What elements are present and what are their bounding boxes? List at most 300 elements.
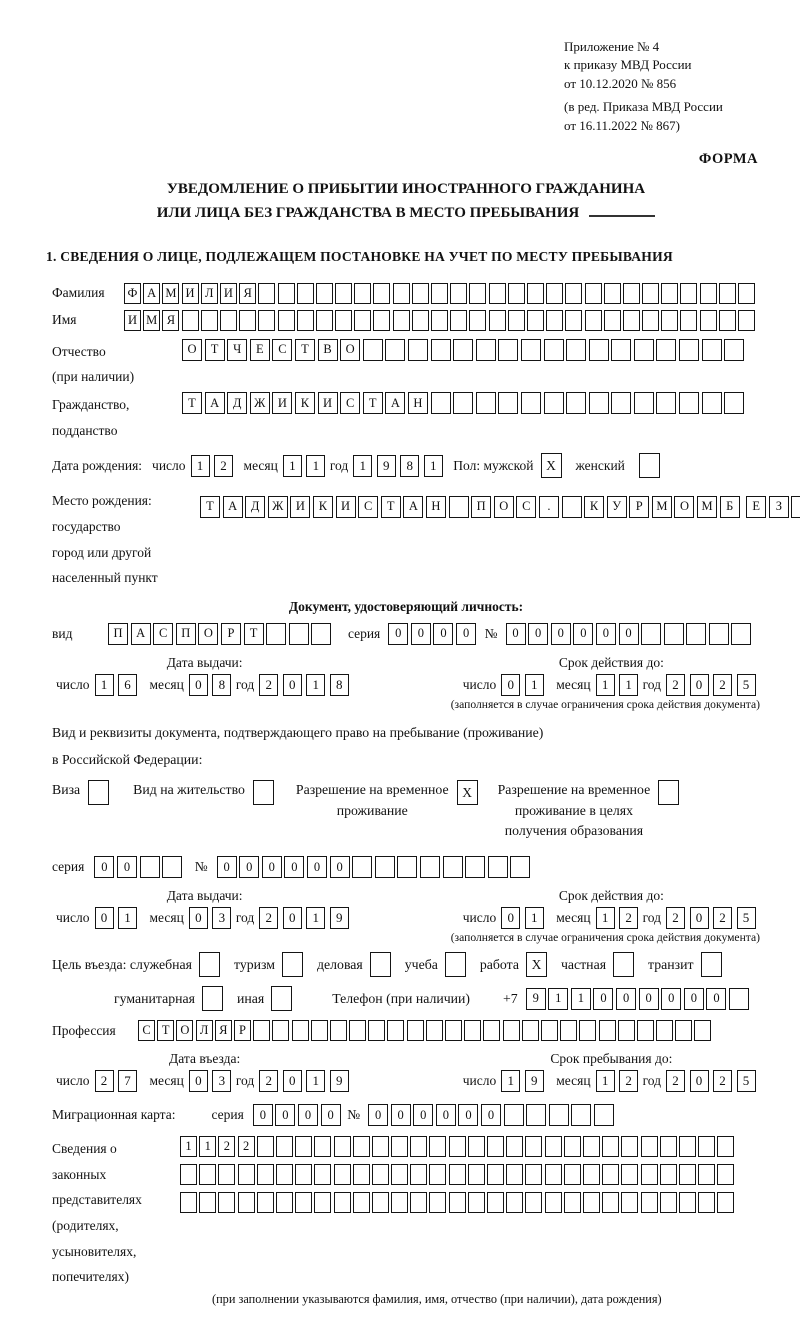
- form-cell[interactable]: Т: [381, 496, 401, 518]
- form-cell[interactable]: [180, 1192, 197, 1213]
- form-cell[interactable]: [391, 1136, 408, 1157]
- form-cell[interactable]: [566, 339, 586, 361]
- form-cell[interactable]: [397, 856, 417, 878]
- form-cell[interactable]: [660, 1136, 677, 1157]
- form-cell[interactable]: [257, 1136, 274, 1157]
- form-cell[interactable]: [276, 1164, 293, 1185]
- form-cell[interactable]: 1: [619, 674, 638, 696]
- form-cell[interactable]: 0: [456, 623, 476, 645]
- form-cell[interactable]: [453, 339, 473, 361]
- form-cell[interactable]: 0: [275, 1104, 295, 1126]
- form-cell[interactable]: Е: [746, 496, 766, 518]
- form-cell[interactable]: [88, 780, 109, 805]
- form-cell[interactable]: [504, 1104, 524, 1126]
- form-cell[interactable]: [698, 1136, 715, 1157]
- form-cell[interactable]: [506, 1136, 523, 1157]
- form-cell[interactable]: [498, 339, 518, 361]
- form-cell[interactable]: [724, 392, 744, 414]
- form-cell[interactable]: [660, 1164, 677, 1185]
- form-cell[interactable]: [525, 1136, 542, 1157]
- form-cell[interactable]: [634, 392, 654, 414]
- form-cell[interactable]: Т: [182, 392, 202, 414]
- form-cell[interactable]: [639, 453, 660, 478]
- form-cell[interactable]: 0: [619, 623, 639, 645]
- form-cell[interactable]: З: [769, 496, 789, 518]
- form-cell[interactable]: [335, 310, 352, 331]
- form-cell[interactable]: [257, 1192, 274, 1213]
- form-cell[interactable]: [238, 1192, 255, 1213]
- form-cell[interactable]: 0: [593, 988, 613, 1010]
- form-cell[interactable]: [546, 310, 563, 331]
- form-cell[interactable]: X: [526, 952, 547, 977]
- form-cell[interactable]: [180, 1164, 197, 1185]
- form-cell[interactable]: [506, 1192, 523, 1213]
- form-cell[interactable]: [391, 1192, 408, 1213]
- form-cell[interactable]: Р: [221, 623, 241, 645]
- form-cell[interactable]: С: [358, 496, 378, 518]
- form-cell[interactable]: [363, 339, 383, 361]
- form-cell[interactable]: [201, 310, 218, 331]
- form-cell[interactable]: [594, 1104, 614, 1126]
- form-cell[interactable]: А: [131, 623, 151, 645]
- form-cell[interactable]: Р: [629, 496, 649, 518]
- form-cell[interactable]: 0: [706, 988, 726, 1010]
- form-cell[interactable]: [656, 339, 676, 361]
- form-cell[interactable]: 1: [525, 907, 544, 929]
- form-cell[interactable]: [641, 1192, 658, 1213]
- form-cell[interactable]: [449, 1192, 466, 1213]
- form-cell[interactable]: 2: [619, 1070, 638, 1092]
- form-cell[interactable]: [579, 1020, 596, 1041]
- form-cell[interactable]: П: [176, 623, 196, 645]
- form-cell[interactable]: [719, 310, 736, 331]
- form-cell[interactable]: [445, 1020, 462, 1041]
- form-cell[interactable]: [352, 856, 372, 878]
- form-cell[interactable]: 1: [596, 674, 615, 696]
- form-cell[interactable]: 0: [661, 988, 681, 1010]
- form-cell[interactable]: К: [313, 496, 333, 518]
- form-cell[interactable]: И: [290, 496, 310, 518]
- form-cell[interactable]: 9: [330, 907, 349, 929]
- form-cell[interactable]: [311, 1020, 328, 1041]
- form-cell[interactable]: [545, 1164, 562, 1185]
- form-cell[interactable]: 2: [238, 1136, 255, 1157]
- form-cell[interactable]: [276, 1136, 293, 1157]
- form-cell[interactable]: [583, 1164, 600, 1185]
- form-cell[interactable]: 0: [690, 674, 709, 696]
- form-cell[interactable]: [450, 283, 467, 304]
- form-cell[interactable]: О: [176, 1020, 193, 1041]
- form-cell[interactable]: М: [162, 283, 179, 304]
- form-cell[interactable]: 0: [573, 623, 593, 645]
- form-cell[interactable]: [562, 496, 582, 518]
- form-cell[interactable]: [731, 623, 751, 645]
- form-cell[interactable]: 0: [690, 907, 709, 929]
- form-cell[interactable]: О: [494, 496, 514, 518]
- form-cell[interactable]: [656, 392, 676, 414]
- form-cell[interactable]: [680, 283, 697, 304]
- form-cell[interactable]: 1: [199, 1136, 216, 1157]
- form-cell[interactable]: 9: [330, 1070, 349, 1092]
- form-cell[interactable]: [661, 310, 678, 331]
- form-cell[interactable]: [330, 1020, 347, 1041]
- form-cell[interactable]: X: [457, 780, 478, 805]
- form-cell[interactable]: [334, 1164, 351, 1185]
- form-cell[interactable]: [565, 283, 582, 304]
- form-cell[interactable]: В: [318, 339, 338, 361]
- form-cell[interactable]: [602, 1136, 619, 1157]
- form-cell[interactable]: [429, 1164, 446, 1185]
- form-cell[interactable]: [660, 1192, 677, 1213]
- form-cell[interactable]: [393, 310, 410, 331]
- form-cell[interactable]: Т: [200, 496, 220, 518]
- form-cell[interactable]: [220, 310, 237, 331]
- form-cell[interactable]: 0: [413, 1104, 433, 1126]
- form-cell[interactable]: О: [198, 623, 218, 645]
- form-cell[interactable]: [583, 1136, 600, 1157]
- form-cell[interactable]: [621, 1164, 638, 1185]
- form-cell[interactable]: 3: [212, 907, 231, 929]
- form-cell[interactable]: [679, 1164, 696, 1185]
- form-cell[interactable]: [709, 623, 729, 645]
- form-cell[interactable]: [679, 1136, 696, 1157]
- form-cell[interactable]: И: [182, 283, 199, 304]
- form-cell[interactable]: И: [318, 392, 338, 414]
- form-cell[interactable]: [611, 392, 631, 414]
- form-cell[interactable]: [604, 310, 621, 331]
- form-cell[interactable]: [410, 1136, 427, 1157]
- form-cell[interactable]: [602, 1164, 619, 1185]
- form-cell[interactable]: [701, 952, 722, 977]
- form-cell[interactable]: Л: [201, 283, 218, 304]
- form-cell[interactable]: [468, 1192, 485, 1213]
- form-cell[interactable]: 0: [506, 623, 526, 645]
- form-cell[interactable]: [354, 310, 371, 331]
- form-cell[interactable]: 2: [713, 907, 732, 929]
- form-cell[interactable]: [429, 1136, 446, 1157]
- form-cell[interactable]: [295, 1192, 312, 1213]
- form-cell[interactable]: 1: [180, 1136, 197, 1157]
- form-cell[interactable]: [370, 952, 391, 977]
- form-cell[interactable]: [469, 283, 486, 304]
- form-cell[interactable]: [202, 986, 223, 1011]
- form-cell[interactable]: 0: [596, 623, 616, 645]
- form-cell[interactable]: [589, 392, 609, 414]
- form-cell[interactable]: 2: [95, 1070, 114, 1092]
- form-cell[interactable]: [549, 1104, 569, 1126]
- form-cell[interactable]: И: [336, 496, 356, 518]
- form-cell[interactable]: [431, 283, 448, 304]
- form-cell[interactable]: 1: [501, 1070, 520, 1092]
- form-cell[interactable]: [373, 283, 390, 304]
- form-cell[interactable]: [372, 1136, 389, 1157]
- form-cell[interactable]: Б: [720, 496, 740, 518]
- form-cell[interactable]: 2: [666, 674, 685, 696]
- form-cell[interactable]: [717, 1164, 734, 1185]
- form-cell[interactable]: [679, 339, 699, 361]
- form-cell[interactable]: [449, 496, 469, 518]
- form-cell[interactable]: [642, 283, 659, 304]
- form-cell[interactable]: 0: [283, 1070, 302, 1092]
- form-cell[interactable]: 0: [690, 1070, 709, 1092]
- form-cell[interactable]: [449, 1136, 466, 1157]
- form-cell[interactable]: [658, 780, 679, 805]
- form-cell[interactable]: [295, 1136, 312, 1157]
- form-cell[interactable]: [334, 1136, 351, 1157]
- form-cell[interactable]: [253, 780, 274, 805]
- form-cell[interactable]: [498, 392, 518, 414]
- form-cell[interactable]: [602, 1192, 619, 1213]
- form-cell[interactable]: Т: [295, 339, 315, 361]
- form-cell[interactable]: [571, 1104, 591, 1126]
- form-cell[interactable]: 2: [218, 1136, 235, 1157]
- form-cell[interactable]: 7: [118, 1070, 137, 1092]
- form-cell[interactable]: [623, 310, 640, 331]
- form-cell[interactable]: 0: [253, 1104, 273, 1126]
- form-cell[interactable]: 0: [262, 856, 282, 878]
- form-cell[interactable]: [483, 1020, 500, 1041]
- form-cell[interactable]: [465, 856, 485, 878]
- form-cell[interactable]: [526, 1104, 546, 1126]
- form-cell[interactable]: 2: [214, 455, 233, 477]
- form-cell[interactable]: 0: [284, 856, 304, 878]
- form-cell[interactable]: Т: [157, 1020, 174, 1041]
- form-cell[interactable]: [656, 1020, 673, 1041]
- form-cell[interactable]: 0: [501, 674, 520, 696]
- form-cell[interactable]: 1: [118, 907, 137, 929]
- form-cell[interactable]: [694, 1020, 711, 1041]
- form-cell[interactable]: 0: [94, 856, 114, 878]
- form-cell[interactable]: А: [385, 392, 405, 414]
- form-cell[interactable]: [391, 1164, 408, 1185]
- form-cell[interactable]: 0: [307, 856, 327, 878]
- form-cell[interactable]: П: [471, 496, 491, 518]
- form-cell[interactable]: 0: [283, 674, 302, 696]
- form-cell[interactable]: [218, 1192, 235, 1213]
- form-cell[interactable]: [289, 623, 309, 645]
- form-cell[interactable]: [642, 310, 659, 331]
- form-cell[interactable]: [585, 310, 602, 331]
- form-cell[interactable]: [334, 1192, 351, 1213]
- form-cell[interactable]: А: [403, 496, 423, 518]
- form-cell[interactable]: Ч: [227, 339, 247, 361]
- form-cell[interactable]: [238, 1164, 255, 1185]
- form-cell[interactable]: [407, 1020, 424, 1041]
- form-cell[interactable]: [621, 1136, 638, 1157]
- form-cell[interactable]: [565, 310, 582, 331]
- form-cell[interactable]: [641, 1136, 658, 1157]
- form-cell[interactable]: 2: [259, 907, 278, 929]
- form-cell[interactable]: 9: [525, 1070, 544, 1092]
- form-cell[interactable]: 2: [666, 1070, 685, 1092]
- form-cell[interactable]: О: [340, 339, 360, 361]
- form-cell[interactable]: А: [143, 283, 160, 304]
- form-cell[interactable]: [506, 1164, 523, 1185]
- form-cell[interactable]: М: [697, 496, 717, 518]
- form-cell[interactable]: [675, 1020, 692, 1041]
- form-cell[interactable]: Т: [244, 623, 264, 645]
- form-cell[interactable]: С: [340, 392, 360, 414]
- form-cell[interactable]: [199, 1164, 216, 1185]
- form-cell[interactable]: 0: [388, 623, 408, 645]
- form-cell[interactable]: И: [272, 392, 292, 414]
- form-cell[interactable]: [420, 856, 440, 878]
- form-cell[interactable]: [522, 1020, 539, 1041]
- form-cell[interactable]: [545, 1192, 562, 1213]
- form-cell[interactable]: [664, 623, 684, 645]
- form-cell[interactable]: 0: [391, 1104, 411, 1126]
- form-cell[interactable]: [450, 310, 467, 331]
- form-cell[interactable]: [661, 283, 678, 304]
- form-cell[interactable]: [521, 339, 541, 361]
- form-cell[interactable]: Я: [162, 310, 179, 331]
- form-cell[interactable]: 0: [501, 907, 520, 929]
- form-cell[interactable]: 1: [596, 1070, 615, 1092]
- form-cell[interactable]: [140, 856, 160, 878]
- form-cell[interactable]: [445, 952, 466, 977]
- form-cell[interactable]: [717, 1192, 734, 1213]
- form-cell[interactable]: 0: [95, 907, 114, 929]
- form-cell[interactable]: 9: [526, 988, 546, 1010]
- form-cell[interactable]: [700, 310, 717, 331]
- form-cell[interactable]: [182, 310, 199, 331]
- form-cell[interactable]: [410, 1192, 427, 1213]
- form-cell[interactable]: [564, 1192, 581, 1213]
- form-cell[interactable]: 1: [306, 455, 325, 477]
- form-cell[interactable]: 0: [639, 988, 659, 1010]
- form-cell[interactable]: 1: [525, 674, 544, 696]
- form-cell[interactable]: [583, 1192, 600, 1213]
- form-cell[interactable]: 0: [321, 1104, 341, 1126]
- form-cell[interactable]: [510, 856, 530, 878]
- form-cell[interactable]: [738, 283, 755, 304]
- form-cell[interactable]: 0: [458, 1104, 478, 1126]
- form-cell[interactable]: [527, 310, 544, 331]
- form-cell[interactable]: [443, 856, 463, 878]
- form-cell[interactable]: Е: [250, 339, 270, 361]
- form-cell[interactable]: [385, 339, 405, 361]
- form-cell[interactable]: [613, 952, 634, 977]
- form-cell[interactable]: Я: [239, 283, 256, 304]
- form-cell[interactable]: [162, 856, 182, 878]
- form-cell[interactable]: [282, 952, 303, 977]
- form-cell[interactable]: [314, 1136, 331, 1157]
- form-cell[interactable]: [560, 1020, 577, 1041]
- form-cell[interactable]: М: [652, 496, 672, 518]
- form-cell[interactable]: 2: [666, 907, 685, 929]
- form-cell[interactable]: [487, 1136, 504, 1157]
- form-cell[interactable]: [488, 856, 508, 878]
- form-cell[interactable]: [295, 1164, 312, 1185]
- form-cell[interactable]: 3: [212, 1070, 231, 1092]
- form-cell[interactable]: [372, 1192, 389, 1213]
- form-cell[interactable]: 0: [481, 1104, 501, 1126]
- form-cell[interactable]: [449, 1164, 466, 1185]
- form-cell[interactable]: 0: [189, 907, 208, 929]
- form-cell[interactable]: [431, 339, 451, 361]
- form-cell[interactable]: [476, 392, 496, 414]
- form-cell[interactable]: [698, 1164, 715, 1185]
- form-cell[interactable]: 1: [95, 674, 114, 696]
- form-cell[interactable]: О: [674, 496, 694, 518]
- form-cell[interactable]: [544, 392, 564, 414]
- form-cell[interactable]: 1: [596, 907, 615, 929]
- form-cell[interactable]: 2: [713, 674, 732, 696]
- form-cell[interactable]: 9: [377, 455, 396, 477]
- form-cell[interactable]: [724, 339, 744, 361]
- form-cell[interactable]: Я: [215, 1020, 232, 1041]
- form-cell[interactable]: [611, 339, 631, 361]
- form-cell[interactable]: [545, 1136, 562, 1157]
- form-cell[interactable]: 0: [551, 623, 571, 645]
- form-cell[interactable]: [469, 310, 486, 331]
- form-cell[interactable]: 2: [259, 1070, 278, 1092]
- form-cell[interactable]: 1: [306, 674, 325, 696]
- form-cell[interactable]: [429, 1192, 446, 1213]
- form-cell[interactable]: [372, 1164, 389, 1185]
- form-cell[interactable]: 1: [283, 455, 302, 477]
- form-cell[interactable]: [272, 1020, 289, 1041]
- form-cell[interactable]: [546, 283, 563, 304]
- form-cell[interactable]: 0: [433, 623, 453, 645]
- form-cell[interactable]: [353, 1164, 370, 1185]
- form-cell[interactable]: [641, 1164, 658, 1185]
- form-cell[interactable]: [700, 283, 717, 304]
- form-cell[interactable]: 1: [424, 455, 443, 477]
- form-cell[interactable]: 0: [189, 674, 208, 696]
- form-cell[interactable]: Т: [363, 392, 383, 414]
- form-cell[interactable]: [393, 283, 410, 304]
- form-cell[interactable]: [412, 310, 429, 331]
- form-cell[interactable]: 0: [189, 1070, 208, 1092]
- form-cell[interactable]: 0: [239, 856, 259, 878]
- form-cell[interactable]: [503, 1020, 520, 1041]
- form-cell[interactable]: [719, 283, 736, 304]
- form-cell[interactable]: [199, 952, 220, 977]
- form-cell[interactable]: [266, 623, 286, 645]
- form-cell[interactable]: О: [182, 339, 202, 361]
- form-cell[interactable]: 0: [217, 856, 237, 878]
- form-cell[interactable]: 0: [117, 856, 137, 878]
- form-cell[interactable]: [314, 1192, 331, 1213]
- form-cell[interactable]: [464, 1020, 481, 1041]
- form-cell[interactable]: [253, 1020, 270, 1041]
- form-cell[interactable]: С: [516, 496, 536, 518]
- form-cell[interactable]: 5: [737, 1070, 756, 1092]
- form-cell[interactable]: [702, 392, 722, 414]
- form-cell[interactable]: [257, 1164, 274, 1185]
- form-cell[interactable]: [271, 986, 292, 1011]
- form-cell[interactable]: [297, 283, 314, 304]
- form-cell[interactable]: [541, 1020, 558, 1041]
- form-cell[interactable]: [199, 1192, 216, 1213]
- form-cell[interactable]: [544, 339, 564, 361]
- form-cell[interactable]: Л: [196, 1020, 213, 1041]
- form-cell[interactable]: 2: [259, 674, 278, 696]
- form-cell[interactable]: С: [153, 623, 173, 645]
- form-cell[interactable]: [349, 1020, 366, 1041]
- form-cell[interactable]: И: [124, 310, 141, 331]
- form-cell[interactable]: [599, 1020, 616, 1041]
- form-cell[interactable]: 0: [411, 623, 431, 645]
- form-cell[interactable]: Р: [234, 1020, 251, 1041]
- form-cell[interactable]: [218, 1164, 235, 1185]
- form-cell[interactable]: П: [108, 623, 128, 645]
- form-cell[interactable]: [679, 392, 699, 414]
- form-cell[interactable]: [637, 1020, 654, 1041]
- form-cell[interactable]: Н: [408, 392, 428, 414]
- form-cell[interactable]: К: [295, 392, 315, 414]
